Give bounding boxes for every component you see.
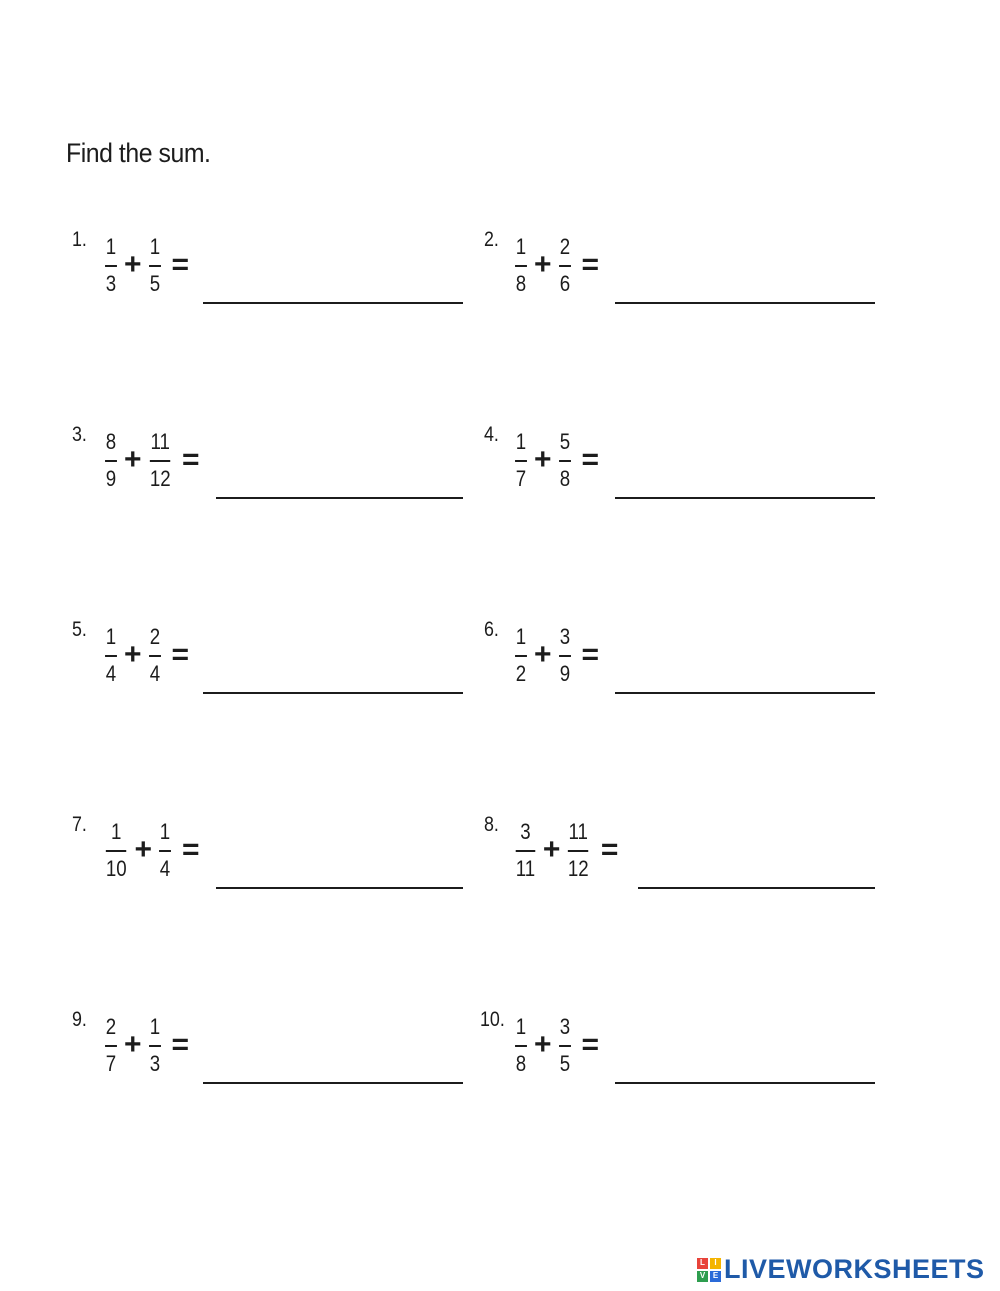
- numerator: 3: [559, 1013, 570, 1039]
- numerator: 1: [159, 818, 171, 844]
- denominator: 5: [149, 270, 160, 296]
- equals-sign: =: [171, 638, 190, 671]
- brand-footer: [697, 1254, 985, 1285]
- problem-10: [480, 1008, 900, 1098]
- equals-sign: =: [581, 248, 600, 281]
- problem-number: 1.: [72, 228, 87, 251]
- plus-sign: +: [124, 443, 142, 476]
- numerator: 2: [105, 1013, 117, 1039]
- numerator: 1: [515, 428, 527, 454]
- equals-sign: =: [581, 1028, 600, 1061]
- fraction-b: [149, 625, 161, 686]
- denominator: 8: [559, 465, 570, 491]
- equals-sign: =: [581, 443, 600, 476]
- fraction-b: [149, 235, 161, 296]
- fraction-b: [559, 1015, 571, 1076]
- denominator: 8: [515, 270, 527, 296]
- problem-2: [484, 228, 904, 318]
- denominator: 2: [515, 660, 527, 686]
- numerator: 3: [520, 818, 531, 844]
- answer-line-3[interactable]: [216, 497, 463, 499]
- fraction-a: [106, 820, 127, 881]
- plus-sign: +: [134, 833, 153, 866]
- numerator: 8: [105, 428, 117, 454]
- fraction-a: [515, 625, 527, 686]
- equals-sign: =: [182, 833, 200, 866]
- plus-sign: +: [124, 638, 142, 671]
- logo-letter-v: V: [697, 1271, 708, 1282]
- denominator: 6: [559, 270, 570, 296]
- numerator: 11: [568, 818, 589, 844]
- equals-sign: =: [600, 833, 619, 866]
- numerator: 1: [515, 1013, 527, 1039]
- answer-line-10[interactable]: [615, 1082, 875, 1084]
- plus-sign: +: [534, 248, 552, 281]
- problem-3: [72, 423, 492, 513]
- fraction-a: [515, 235, 527, 296]
- liveworksheets-logo-icon: [697, 1258, 721, 1282]
- equals-sign: =: [171, 248, 190, 281]
- equals-sign: =: [581, 638, 600, 671]
- fraction-b: [149, 1015, 161, 1076]
- fraction-b: [149, 430, 170, 491]
- numerator: 1: [105, 233, 117, 259]
- problem-number: 6.: [484, 618, 499, 641]
- numerator: 11: [150, 428, 170, 454]
- numerator: 2: [559, 233, 570, 259]
- answer-line-7[interactable]: [216, 887, 463, 889]
- denominator: 11: [515, 855, 536, 881]
- numerator: 1: [149, 233, 160, 259]
- denominator: 4: [149, 660, 160, 686]
- problem-5: [72, 618, 492, 708]
- fraction-a: [516, 820, 535, 881]
- plus-sign: +: [534, 638, 552, 671]
- fraction-a: [105, 430, 117, 491]
- fraction-a: [515, 430, 527, 491]
- denominator: 9: [105, 465, 117, 491]
- fraction-b: [559, 625, 571, 686]
- numerator: 1: [515, 623, 527, 649]
- plus-sign: +: [542, 833, 561, 866]
- instruction-text: Find the sum.: [66, 138, 211, 168]
- answer-line-2[interactable]: [615, 302, 875, 304]
- fraction-a: [105, 235, 117, 296]
- answer-line-6[interactable]: [615, 692, 875, 694]
- denominator: 8: [515, 1050, 527, 1076]
- numerator: 2: [149, 623, 160, 649]
- denominator: 4: [105, 660, 117, 686]
- numerator: 1: [515, 233, 527, 259]
- fraction-b: [559, 235, 571, 296]
- fraction-a: [105, 1015, 117, 1076]
- answer-line-4[interactable]: [615, 497, 875, 499]
- equals-sign: =: [171, 1028, 190, 1061]
- problem-7: [72, 813, 492, 903]
- plus-sign: +: [534, 443, 552, 476]
- denominator: 10: [105, 855, 127, 881]
- brand-name: LIVEWORKSHEETS: [724, 1254, 985, 1284]
- denominator: 7: [105, 1050, 117, 1076]
- answer-line-8[interactable]: [638, 887, 875, 889]
- equals-sign: =: [182, 443, 200, 476]
- plus-sign: +: [534, 1028, 552, 1061]
- denominator: 4: [159, 855, 171, 881]
- problem-number: 10.: [480, 1008, 505, 1031]
- denominator: 9: [559, 660, 570, 686]
- fraction-a: [515, 1015, 527, 1076]
- problem-1: [72, 228, 492, 318]
- problem-number: 3.: [72, 423, 87, 446]
- fraction-a: [105, 625, 117, 686]
- fraction-b: [559, 430, 571, 491]
- problem-number: 4.: [484, 423, 499, 446]
- fraction-b: [568, 820, 589, 881]
- numerator: 1: [105, 623, 117, 649]
- problem-number: 5.: [72, 618, 87, 641]
- problem-number: 9.: [72, 1008, 87, 1031]
- plus-sign: +: [124, 1028, 142, 1061]
- denominator: 7: [515, 465, 527, 491]
- denominator: 12: [149, 465, 171, 491]
- logo-letter-e: E: [710, 1271, 721, 1282]
- problem-8: [484, 813, 904, 903]
- numerator: 3: [559, 623, 570, 649]
- answer-line-9[interactable]: [203, 1082, 463, 1084]
- logo-letter-i: I: [710, 1258, 721, 1269]
- problem-number: 7.: [72, 813, 87, 836]
- plus-sign: +: [124, 248, 142, 281]
- numerator: 1: [111, 818, 122, 844]
- logo-letter-l: L: [697, 1258, 708, 1269]
- problem-4: [484, 423, 904, 513]
- denominator: 5: [559, 1050, 570, 1076]
- denominator: 12: [568, 855, 590, 881]
- fraction-b: [159, 820, 171, 881]
- problem-number: 2.: [484, 228, 499, 251]
- problem-9: [72, 1008, 492, 1098]
- numerator: 1: [149, 1013, 160, 1039]
- numerator: 5: [559, 428, 570, 454]
- answer-line-1[interactable]: [203, 302, 463, 304]
- problem-6: [484, 618, 904, 708]
- denominator: 3: [105, 270, 117, 296]
- denominator: 3: [149, 1050, 160, 1076]
- answer-line-5[interactable]: [203, 692, 463, 694]
- problem-number: 8.: [484, 813, 499, 836]
